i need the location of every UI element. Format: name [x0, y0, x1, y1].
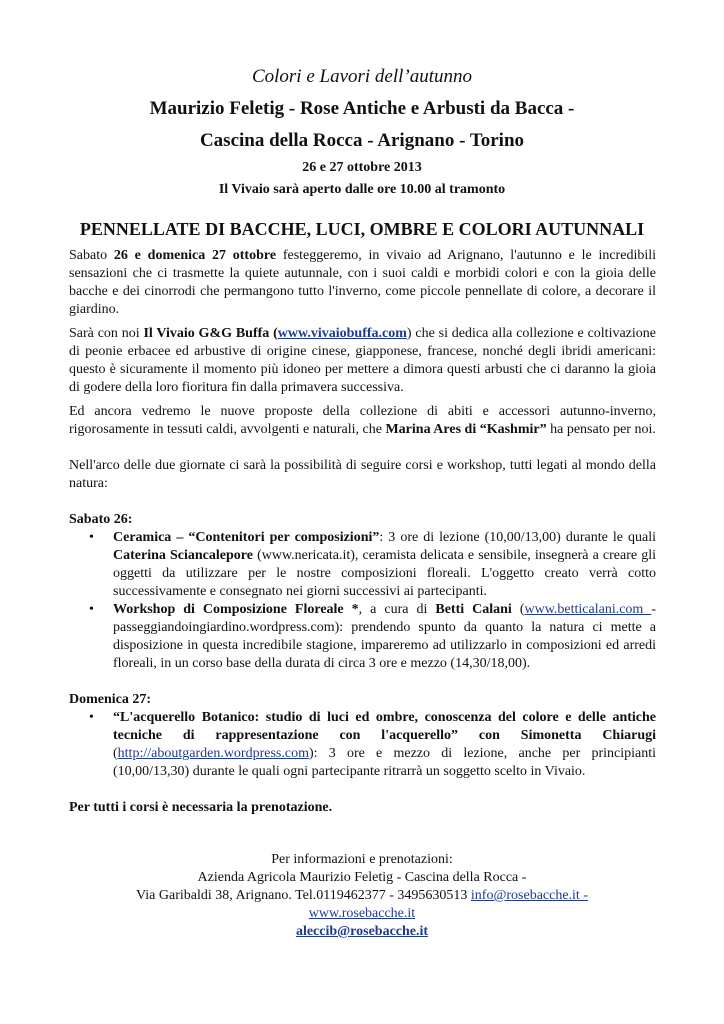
- dates-bold: 26 e domenica 27 ottobre: [113, 248, 277, 263]
- sunday-heading-text: Domenica 27:: [69, 692, 152, 707]
- paragraph-collection: [69, 403, 656, 439]
- event-dates: 26 e 27 ottobre 2013: [302, 160, 422, 175]
- list-item: [69, 601, 656, 673]
- email-link-2[interactable]: aleccib@rosebacche.it: [295, 924, 429, 939]
- text: (: [269, 326, 278, 341]
- text: ha pensato per noi.: [546, 422, 656, 437]
- organizer-line: Maurizio Feletig - Rose Antiche e Arbusti da Bacca -: [149, 98, 575, 119]
- footer-line: [0, 905, 724, 923]
- designer-name: Marina Ares di “Kashmir”: [385, 422, 547, 437]
- saturday-list: [69, 529, 656, 673]
- vivaio-link[interactable]: www.vivaiobuffa.com: [277, 326, 407, 341]
- footer-line: [0, 923, 724, 941]
- event-title: Colori e Lavori dell’autunno: [251, 66, 473, 87]
- text: - passeggiandoingiardino.wordpress.com): prendendo spunto da quanto la natura ci mette a disposizione in questa incredibile stagione, impareremo ad utilizzarlo in composizioni ed arredi floreali, in un corso base della durata di circa 3 ore e mezzo (14,30/18,00).: [113, 602, 656, 671]
- course-title: Ceramica – “Contenitori per composizioni”: [113, 530, 380, 545]
- paragraph-intro: [69, 247, 656, 319]
- bullet: •: [89, 710, 94, 725]
- text: (: [511, 602, 525, 617]
- course-title: Workshop di Composizione Floreale *: [113, 602, 359, 617]
- address-phone: Via Garibaldi 38, Arignano. Tel.0119462377 - 3495630513: [136, 888, 471, 903]
- footer-line: [0, 887, 724, 905]
- website-link[interactable]: www.rosebacche.it: [308, 906, 416, 921]
- teacher-name: Betti Calani: [435, 602, 512, 617]
- list-item: [69, 529, 656, 601]
- opening-hours: Il Vivaio sarà aperto dalle ore 10.00 al tramonto: [218, 182, 506, 197]
- vivaio-name: Il Vivaio G&G Buffa: [143, 326, 270, 341]
- location-line: Cascina della Rocca - Arignano - Torino: [199, 130, 525, 151]
- saturday-heading: [69, 511, 656, 529]
- aboutgarden-link[interactable]: http://aboutgarden.wordpress.com: [117, 746, 309, 761]
- document-body: [69, 247, 656, 817]
- text: Sarà con noi: [69, 326, 144, 341]
- text: (www.nericata.it), ceramista delicata e sensibile, insegnerà a creare gli oggetti da utilizzare per le nostre composizioni floreali. L'oggetto creato verrà cotto successivamente e consegnato nei giorni successivi ai partecipanti.: [113, 548, 656, 599]
- bullet: •: [89, 530, 94, 545]
- text: ): 3 ore e mezzo di lezione, anche per principianti (10,00/13,30) durante le quali ogni partecipante ritrarrà un soggetto scelto in Vivaio.: [113, 746, 656, 779]
- text: festeggeremo, in vivaio ad Arignano, l'autunno e le incredibili sensazioni che ci trasmette la quiete autunnale, con i suoi caldi e morbidi colori e con la gioia delle bacche e dei cinorrodi che permangono tutto l'inverno, come piccole pennellate di colore, a decorare il giardino.: [69, 248, 656, 317]
- booking-note-text: Per tutti i corsi è necessaria la prenotazione.: [69, 800, 333, 815]
- betticalani-link[interactable]: www.betticalani.com: [524, 602, 652, 617]
- list-item: [69, 709, 656, 781]
- bullet: •: [89, 602, 94, 617]
- course-title: “L'acquerello Botanico: studio di luci ed ombre, conoscenza del colore e delle antiche tecniche di rappresentazione con l'acquerello” con Simonetta Chiarugi: [113, 710, 656, 743]
- text: Sabato: [69, 248, 114, 263]
- paragraph-workshops: Nell'arco delle due giornate ci sarà la possibilità di seguire corsi e workshop, tutti legati al mondo della natura:: [69, 458, 656, 491]
- text: , a cura di: [358, 602, 436, 617]
- text: (: [113, 746, 118, 761]
- sunday-list: [69, 709, 656, 781]
- saturday-heading-text: Sabato 26:: [69, 512, 133, 527]
- text: ) che si dedica alla collezione e coltivazione di peonie erbacee ed arbustive di origine cinese, giapponese, francese, nonché degli ibridi americani: questo è sicuramente il momento più idoneo per mettere a dimora questi arbusti che ci daranno la gioia di godere della loro fioritura fin dalla primavera successiva.: [69, 326, 656, 395]
- paragraph-vivaio: [69, 325, 656, 397]
- booking-note: [69, 799, 656, 817]
- teacher-name: Caterina Sciancalepore: [113, 548, 253, 563]
- footer-contacts: [0, 851, 724, 941]
- text: : 3 ore di lezione (10,00/13,00) durante le quali: [379, 530, 656, 545]
- headline: PENNELLATE DI BACCHE, LUCI, OMBRE E COLORI AUTUNNALI: [79, 219, 645, 239]
- footer-line: Per informazioni e prenotazioni:: [271, 852, 453, 867]
- footer-line: Azienda Agricola Maurizio Feletig - Cascina della Rocca -: [197, 870, 527, 885]
- email-link[interactable]: info@rosebacche.it -: [470, 888, 588, 903]
- text: Ed ancora vedremo le nuove proposte della collezione di abiti e accessori autunno-inverno, rigorosamente in tessuti caldi, avvolgenti e naturali, che: [69, 404, 656, 437]
- sunday-heading: [69, 691, 656, 709]
